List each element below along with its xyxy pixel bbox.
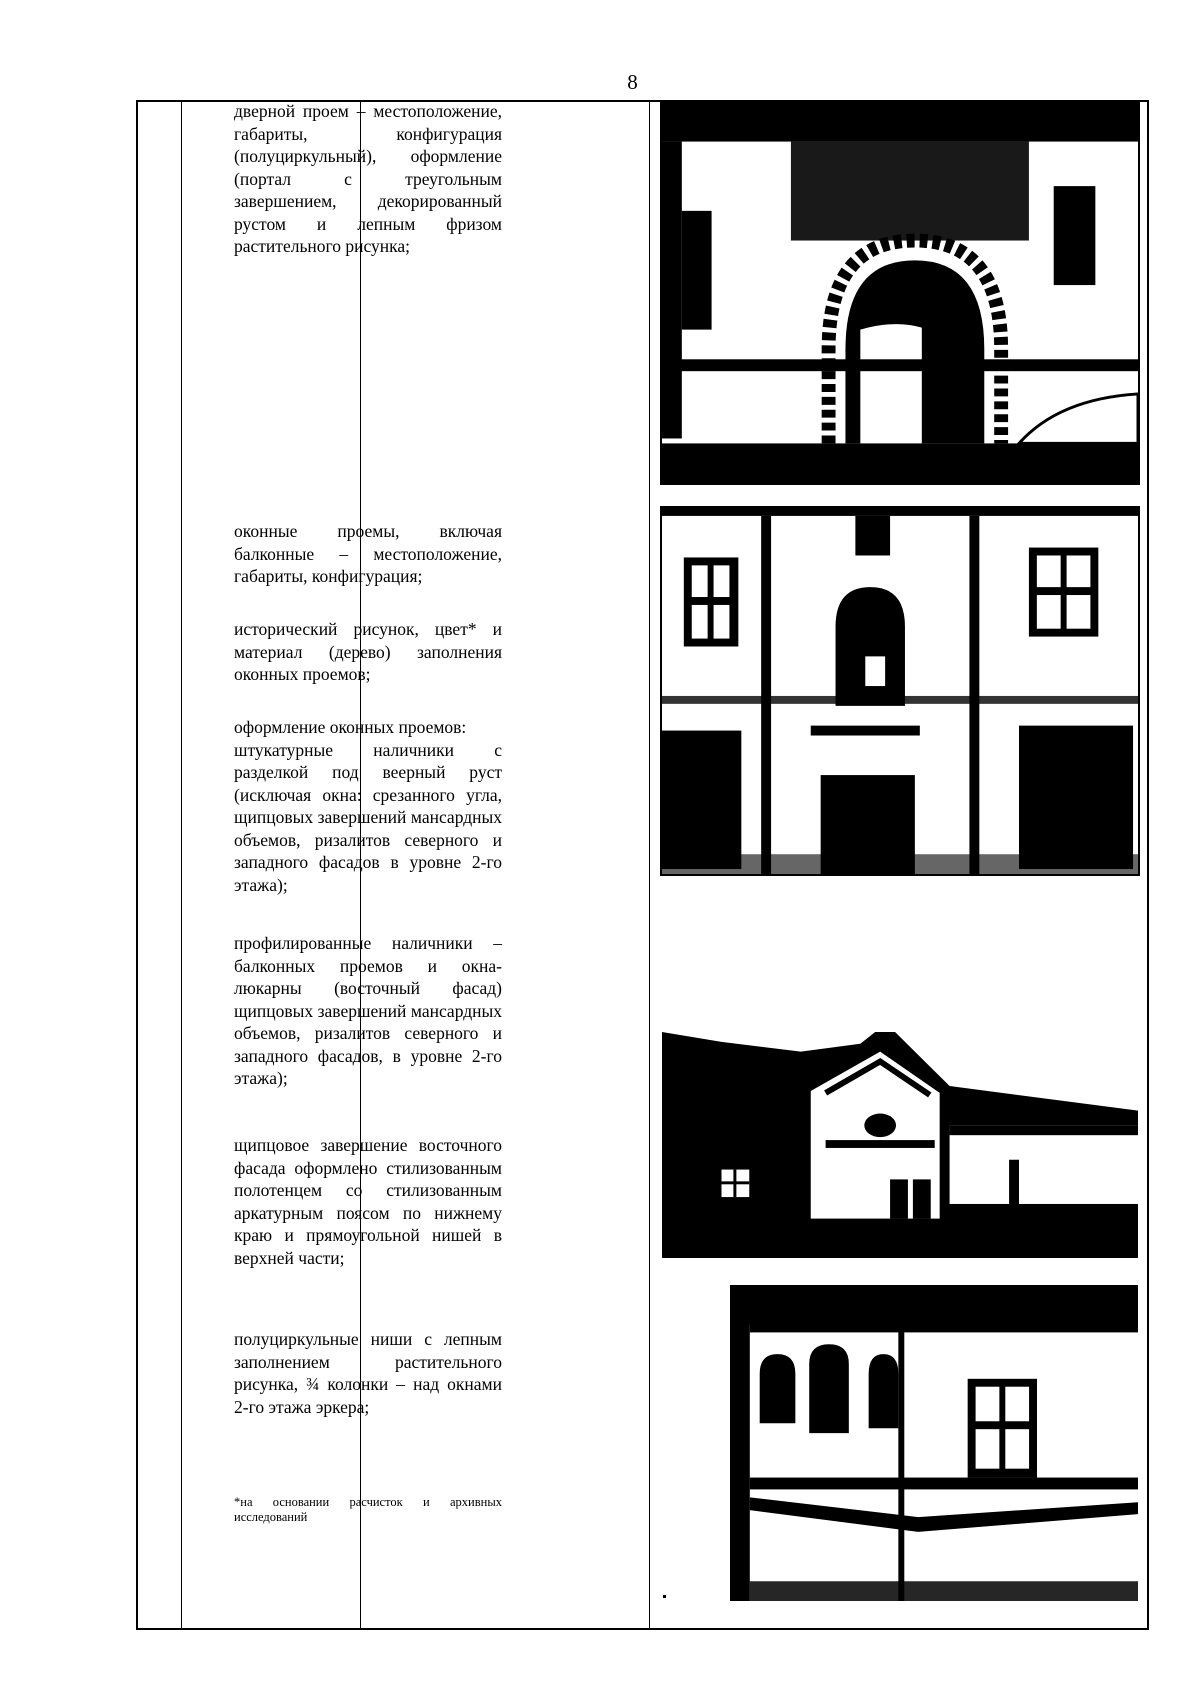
stray-mark [663,1595,666,1598]
window-openings-text: оконные проемы, включая балконные – местоположение, габариты, конфигурация; [234,521,502,586]
window-decor-heading: оформление оконных проемов: [234,717,467,737]
photo-east-gable [660,1030,1140,1260]
photo-door-portal [660,100,1140,485]
page-number: 8 [627,70,638,94]
door-opening-text: дверной проем – местоположение, габариты, конфигурация (полуциркульный), оформление (портал с треугольным завершением, декорированный рустом и лепным фризом растительного рисунка; [234,101,502,256]
historic-pattern-text: исторический рисунок, цвет* и материал (дерево) заполнения оконных проемов; [234,619,502,684]
gable-text: щипцовое завершение восточного фасада оформлено стилизованным полотенцем со стилизованным аркатурным поясом по нижнему краю и прямоугольной нишей в верхней части; [234,1135,502,1268]
column-divider [649,102,650,1628]
niches-text: полуциркульные ниши с лепным заполнением растительного рисунка, ¾ колонки – над окнами 2-го этажа эркера; [234,1329,502,1417]
stucco-surrounds-text: штукатурные наличники с разделкой под веерный руст (исключая окна: срезанного угла, щипцовых завершений мансардных объемов, ризалитов северного и западного фасадов в уровне 2-го этажа); [234,739,502,895]
column-divider [181,102,182,1628]
profiled-surrounds-text: профилированные наличники – балконных проемов и окна-люкарны (восточный фасад) щипцовых завершений мансардных объемов, ризалитов северного и западного фасадов, в уровне 2-го этажа); [234,933,502,1088]
footnote: *на основании расчисток и архивных исследований [234,1495,502,1524]
photo-window-openings [660,506,1140,876]
photo-bay-window [728,1283,1140,1603]
